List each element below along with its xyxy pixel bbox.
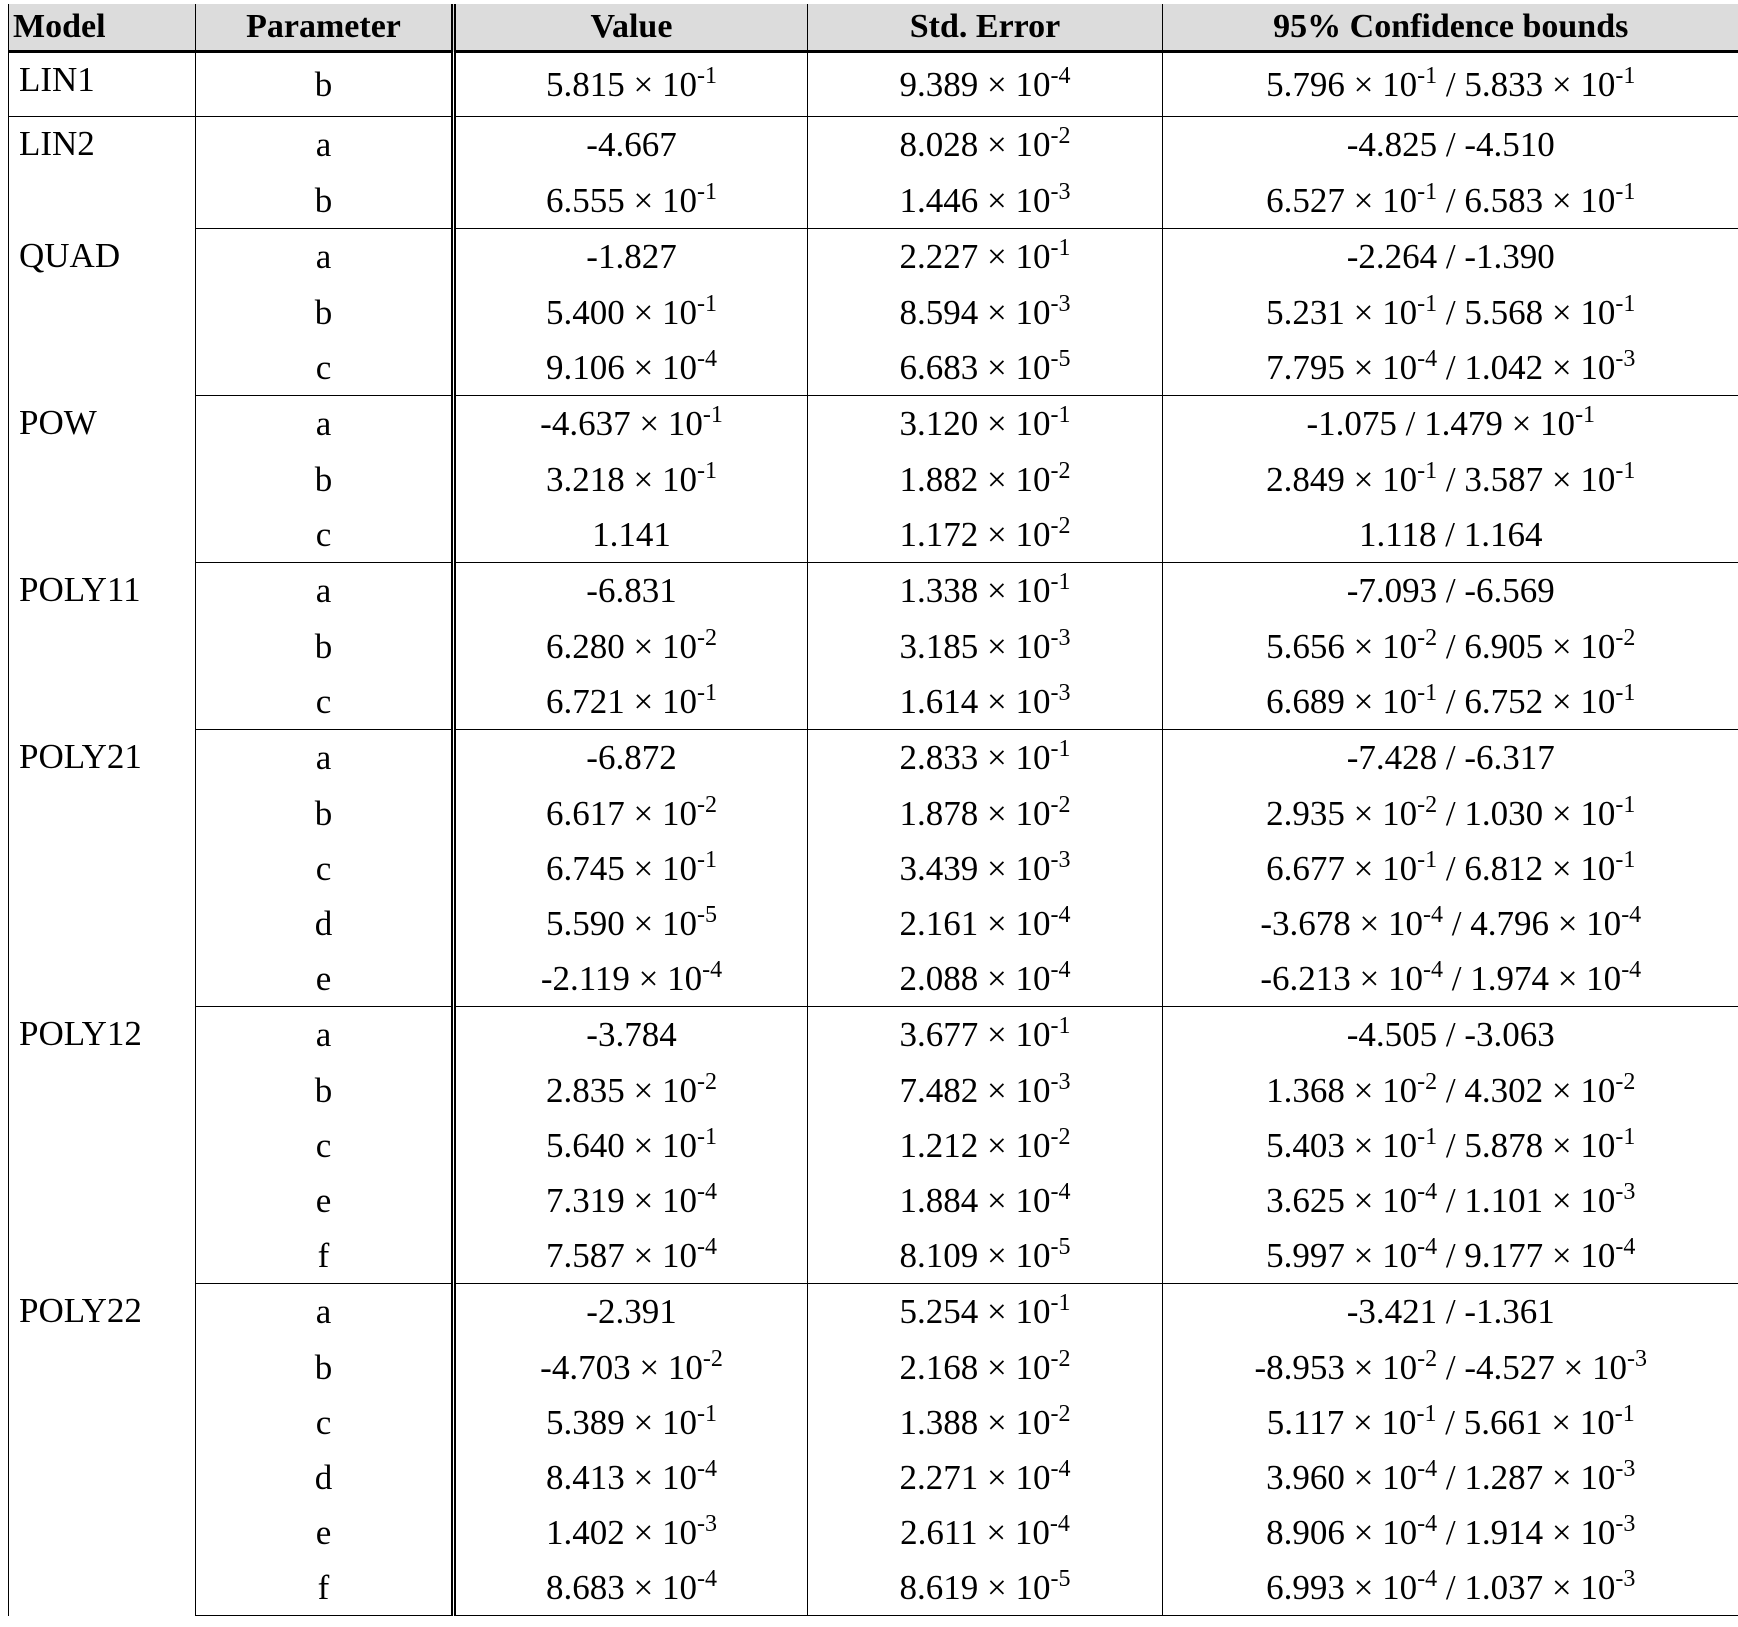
parameter-cell: c <box>196 674 454 730</box>
std-error-cell: $1.878 \times 10^{-2}$ <box>808 786 1163 841</box>
exponent: -2 <box>1417 1345 1438 1372</box>
exponent: -4 <box>697 345 717 372</box>
confidence-bounds-cell: $3.625 \times 10^{-4} / 1.101 \times 10^{-3}$ <box>1266 1178 1636 1220</box>
parameter-cell: c <box>196 507 454 563</box>
table-row <box>9 1505 1738 1560</box>
exponent: -2 <box>697 791 717 818</box>
table-row <box>9 1063 1738 1118</box>
confidence-bounds-cell: $7.795 \times 10^{-4} / 1.042 \times 10^{-3}$ <box>1163 340 1738 396</box>
exponent: -1 <box>1050 402 1071 428</box>
exponent: -5 <box>1050 1565 1071 1592</box>
table-row <box>9 117 1738 174</box>
confidence-bounds-cell: $5.403 \times 10^{-1} / 5.878 \times 10^{-1}$ <box>1266 1123 1636 1165</box>
value-cell: $-2.119 \times 10^{-4}$ <box>454 951 808 1007</box>
confidence-bounds-cell: -7.093 / -6.569 <box>1346 571 1555 610</box>
std-error-cell: $2.271 \times 10^{-4}$ <box>808 1450 1163 1505</box>
std-error-cell: $6.683 \times 10^{-5}$ <box>808 340 1163 396</box>
parameter-cell: c <box>196 1118 454 1173</box>
std-error-cell: $2.161 \times 10^{-4}$ <box>808 896 1163 951</box>
model-cell: POLY11 <box>9 563 196 730</box>
std-error-cell: $8.594 \times 10^{-3}$ <box>808 285 1163 340</box>
table-row <box>9 1228 1738 1284</box>
confidence-bounds-cell: -2.264 / -1.390 <box>1346 237 1555 276</box>
exponent: -1 <box>697 1123 717 1150</box>
exponent: -1 <box>1615 791 1636 818</box>
parameter-cell: c <box>196 1395 454 1450</box>
header-model: Model <box>9 4 196 52</box>
exponent: -1 <box>1417 679 1438 706</box>
confidence-bounds-cell: $-3.678 \times 10^{-4} / 4.796 \times 10^{-4}$ <box>1260 901 1642 943</box>
model-cell: LIN2 <box>9 117 196 229</box>
confidence-bounds-cell: 1.118 / 1.164 <box>1163 507 1738 563</box>
std-error-cell: $2.168 \times 10^{-2}$ <box>808 1340 1163 1395</box>
parameter-cell: a <box>196 730 454 787</box>
exponent: -1 <box>1417 846 1438 873</box>
parameter-cell: e <box>196 951 454 1007</box>
value-cell: $3.218 \times 10^{-1}$ <box>454 452 808 507</box>
exponent: -3 <box>1615 1510 1636 1537</box>
exponent: -3 <box>1615 1565 1636 1592</box>
value-cell: $8.413 \times 10^{-4}$ <box>454 1450 808 1505</box>
exponent: -1 <box>697 679 717 706</box>
parameter-cell: d <box>196 896 454 951</box>
std-error-cell: $1.172 \times 10^{-2}$ <box>808 507 1163 563</box>
value-cell: -4.667 <box>454 117 808 174</box>
exponent: -1 <box>1417 1123 1438 1150</box>
exponent: -1 <box>1614 1400 1635 1427</box>
confidence-bounds-cell: $6.993 \times 10^{-4} / 1.037 \times 10^{-3}$ <box>1163 1560 1738 1616</box>
std-error-cell: $5.254 \times 10^{-1}$ <box>808 1284 1163 1341</box>
value-cell: $5.815 \times 10^{-1}$ <box>454 52 808 117</box>
std-error-cell: $2.088 \times 10^{-4}$ <box>808 951 1163 1007</box>
value-cell: -1.827 <box>454 229 808 286</box>
exponent: -1 <box>697 1400 717 1427</box>
std-error-cell: $7.482 \times 10^{-3}$ <box>808 1063 1163 1118</box>
table-row <box>9 619 1738 674</box>
value-cell: $-4.637 \times 10^{-1}$ <box>454 396 808 453</box>
parameter-cell: b <box>196 1340 454 1395</box>
value-cell: -6.831 <box>454 563 808 620</box>
value-cell: $6.745 \times 10^{-1}$ <box>454 841 808 896</box>
table-row <box>9 896 1738 951</box>
exponent: -1 <box>1416 1400 1437 1427</box>
value-cell: $6.721 \times 10^{-1}$ <box>454 674 808 730</box>
header-row <box>9 4 1738 52</box>
confidence-bounds-cell: $3.960 \times 10^{-4} / 1.287 \times 10^{-3}$ <box>1266 1455 1636 1497</box>
exponent: -1 <box>1575 402 1596 428</box>
confidence-bounds-cell: $-8.953 \times 10^{-2} / -4.527 \times 10^{-3}$ <box>1254 1345 1648 1387</box>
exponent: -2 <box>697 1068 717 1095</box>
model-cell: QUAD <box>9 229 196 396</box>
exponent: -4 <box>1422 956 1443 983</box>
std-error-cell: $8.619 \times 10^{-5}$ <box>808 1560 1163 1616</box>
table-row <box>9 841 1738 896</box>
std-error-cell: $3.439 \times 10^{-3}$ <box>808 841 1163 896</box>
confidence-bounds-cell: $-6.213 \times 10^{-4} / 1.974 \times 10^{-4}$ <box>1163 951 1738 1007</box>
exponent: -3 <box>1050 178 1071 205</box>
value-cell: -2.391 <box>454 1284 808 1341</box>
exponent: -4 <box>702 956 723 983</box>
exponent: -3 <box>1615 1178 1636 1205</box>
parameter-cell: b <box>196 285 454 340</box>
exponent: -2 <box>1417 624 1438 651</box>
std-error-cell: $1.614 \times 10^{-3}$ <box>808 674 1163 730</box>
std-error-cell: $3.677 \times 10^{-1}$ <box>808 1007 1163 1064</box>
header-value: Value <box>454 4 808 52</box>
exponent: -4 <box>1615 1233 1636 1260</box>
exponent: -1 <box>1615 1123 1636 1150</box>
table-header <box>9 4 1738 52</box>
exponent: -2 <box>1615 624 1636 651</box>
confidence-bounds-cell: $6.677 \times 10^{-1} / 6.812 \times 10^{-1}$ <box>1266 846 1636 888</box>
value-cell: $7.587 \times 10^{-4}$ <box>454 1228 808 1284</box>
exponent: -2 <box>697 624 717 651</box>
exponent: -4 <box>697 1455 717 1482</box>
exponent: -2 <box>1417 791 1438 818</box>
parameter-cell: f <box>196 1228 454 1284</box>
parameter-cell: d <box>196 1450 454 1505</box>
value-cell: $7.319 \times 10^{-4}$ <box>454 1173 808 1228</box>
exponent: -1 <box>1615 679 1636 706</box>
exponent: -1 <box>1615 457 1636 484</box>
exponent: -1 <box>697 62 717 89</box>
parameter-cell: a <box>196 1007 454 1064</box>
exponent: -3 <box>1050 846 1071 873</box>
exponent: -4 <box>1417 345 1438 372</box>
header-std-error: Std. Error <box>808 4 1163 52</box>
parameter-cell: a <box>196 229 454 286</box>
parameter-cell: a <box>196 1284 454 1341</box>
exponent: -4 <box>1417 1510 1438 1537</box>
model-cell: POW <box>9 396 196 563</box>
parameter-table <box>8 4 1738 1616</box>
exponent: -1 <box>1417 178 1438 205</box>
value-cell: $-4.703 \times 10^{-2}$ <box>454 1340 808 1395</box>
exponent: -4 <box>1417 1455 1438 1482</box>
exponent: -4 <box>1417 1565 1438 1592</box>
confidence-bounds-cell: $5.796 \times 10^{-1} / 5.833 \times 10^{-1}$ <box>1163 52 1738 117</box>
exponent: -1 <box>1050 235 1071 261</box>
parameter-cell: b <box>196 52 454 117</box>
value-cell: 1.141 <box>454 507 808 563</box>
parameter-cell: a <box>196 396 454 453</box>
exponent: -2 <box>1050 512 1071 539</box>
std-error-cell: $1.884 \times 10^{-4}$ <box>808 1173 1163 1228</box>
table-row <box>9 563 1738 620</box>
std-error-cell: $3.185 \times 10^{-3}$ <box>808 619 1163 674</box>
confidence-bounds-cell: -4.505 / -3.063 <box>1346 1015 1555 1054</box>
value-cell: $2.835 \times 10^{-2}$ <box>454 1063 808 1118</box>
exponent: -2 <box>1050 123 1071 149</box>
exponent: -1 <box>697 178 717 205</box>
value-cell: $5.389 \times 10^{-1}$ <box>454 1395 808 1450</box>
exponent: -2 <box>1050 791 1071 818</box>
exponent: -1 <box>697 290 717 317</box>
table-row <box>9 674 1738 730</box>
exponent: -3 <box>1050 679 1071 706</box>
exponent: -2 <box>1050 1400 1071 1427</box>
confidence-bounds-cell: $6.689 \times 10^{-1} / 6.752 \times 10^{-1}$ <box>1163 674 1738 730</box>
table-row <box>9 1450 1738 1505</box>
exponent: -4 <box>697 1233 717 1260</box>
table-row <box>9 229 1738 286</box>
table-row <box>9 951 1738 1007</box>
parameter-cell: b <box>196 173 454 229</box>
value-cell: $5.590 \times 10^{-5}$ <box>454 896 808 951</box>
confidence-bounds-cell: $5.231 \times 10^{-1} / 5.568 \times 10^{-1}$ <box>1266 290 1636 332</box>
confidence-bounds-cell: $6.527 \times 10^{-1} / 6.583 \times 10^{-1}$ <box>1163 173 1738 229</box>
parameter-cell: e <box>196 1173 454 1228</box>
exponent: -4 <box>1050 1455 1071 1482</box>
exponent: -4 <box>1050 956 1071 983</box>
value-cell: $6.280 \times 10^{-2}$ <box>454 619 808 674</box>
table-row <box>9 1340 1738 1395</box>
value-cell: $1.402 \times 10^{-3}$ <box>454 1505 808 1560</box>
parameter-cell: b <box>196 1063 454 1118</box>
model-cell: POLY12 <box>9 1007 196 1284</box>
parameter-cell: a <box>196 563 454 620</box>
exponent: -4 <box>697 1565 717 1592</box>
std-error-cell: $8.109 \times 10^{-5}$ <box>808 1228 1163 1284</box>
exponent: -4 <box>1621 956 1642 983</box>
parameter-cell: c <box>196 340 454 396</box>
table-row <box>9 52 1738 117</box>
value-cell: $6.555 \times 10^{-1}$ <box>454 173 808 229</box>
exponent: -3 <box>1050 624 1071 651</box>
exponent: -4 <box>697 1178 717 1205</box>
exponent: -2 <box>1050 1123 1071 1150</box>
std-error-cell: $1.338 \times 10^{-1}$ <box>808 563 1163 620</box>
model-cell: LIN1 <box>9 52 196 117</box>
table-body <box>9 52 1738 1616</box>
parameter-cell: b <box>196 786 454 841</box>
table-row <box>9 1560 1738 1616</box>
std-error-cell: $2.833 \times 10^{-1}$ <box>808 730 1163 787</box>
exponent: -3 <box>1050 290 1071 317</box>
std-error-cell: $9.389 \times 10^{-4}$ <box>808 52 1163 117</box>
exponent: -4 <box>1417 1233 1438 1260</box>
exponent: -4 <box>1621 901 1642 928</box>
exponent: -1 <box>1050 569 1071 595</box>
table-row <box>9 1173 1738 1228</box>
exponent: -1 <box>1050 1013 1071 1039</box>
value-cell: $5.640 \times 10^{-1}$ <box>454 1118 808 1173</box>
exponent: -2 <box>1417 1068 1438 1095</box>
model-cell: POLY21 <box>9 730 196 1007</box>
confidence-bounds-cell: -7.428 / -6.317 <box>1346 738 1555 777</box>
exponent: -3 <box>1615 345 1636 372</box>
table-row <box>9 730 1738 787</box>
value-cell: $8.683 \times 10^{-4}$ <box>454 1560 808 1616</box>
exponent: -1 <box>697 457 717 484</box>
exponent: -1 <box>1417 62 1438 89</box>
exponent: -1 <box>1615 290 1636 317</box>
table-row <box>9 396 1738 453</box>
exponent: -5 <box>1050 345 1071 372</box>
parameter-cell: b <box>196 452 454 507</box>
exponent: -2 <box>1050 457 1071 484</box>
table-row <box>9 1395 1738 1450</box>
exponent: -1 <box>1417 457 1438 484</box>
value-cell: $9.106 \times 10^{-4}$ <box>454 340 808 396</box>
table-row <box>9 452 1738 507</box>
std-error-cell: $1.446 \times 10^{-3}$ <box>808 173 1163 229</box>
header-confidence-bounds: 95% Confidence bounds <box>1163 4 1738 52</box>
std-error-cell: $2.227 \times 10^{-1}$ <box>808 229 1163 286</box>
exponent: -4 <box>1050 1178 1071 1205</box>
std-error-cell: $8.028 \times 10^{-2}$ <box>808 117 1163 174</box>
confidence-bounds-cell: $2.935 \times 10^{-2} / 1.030 \times 10^{-1}$ <box>1266 791 1636 833</box>
table-row <box>9 285 1738 340</box>
exponent: -5 <box>1050 1233 1071 1260</box>
confidence-bounds-cell: $5.117 \times 10^{-1} / 5.661 \times 10^{-1}$ <box>1266 1400 1635 1442</box>
value-cell: -3.784 <box>454 1007 808 1064</box>
exponent: -4 <box>1417 1178 1438 1205</box>
std-error-cell: $1.882 \times 10^{-2}$ <box>808 452 1163 507</box>
confidence-bounds-cell: $8.906 \times 10^{-4} / 1.914 \times 10^{-3}$ <box>1266 1510 1636 1552</box>
exponent: -3 <box>697 1510 717 1537</box>
exponent: -4 <box>1050 62 1071 89</box>
value-cell: $6.617 \times 10^{-2}$ <box>454 786 808 841</box>
exponent: -1 <box>1050 736 1071 762</box>
table-row <box>9 1118 1738 1173</box>
exponent: -1 <box>702 402 723 428</box>
std-error-cell: $3.120 \times 10^{-1}$ <box>808 396 1163 453</box>
exponent: -1 <box>1615 846 1636 873</box>
value-cell: -6.872 <box>454 730 808 787</box>
model-cell: POLY22 <box>9 1284 196 1616</box>
exponent: -4 <box>1050 901 1071 928</box>
exponent: -4 <box>1422 901 1443 928</box>
exponent: -1 <box>1615 62 1636 89</box>
parameter-cell: e <box>196 1505 454 1560</box>
confidence-bounds-cell: -3.421 / -1.361 <box>1346 1292 1555 1331</box>
std-error-cell: $2.611 \times 10^{-4}$ <box>808 1505 1163 1560</box>
exponent: -3 <box>1615 1455 1636 1482</box>
confidence-bounds-cell: $5.656 \times 10^{-2} / 6.905 \times 10^{-2}$ <box>1266 624 1636 666</box>
parameter-cell: a <box>196 117 454 174</box>
table-row <box>9 173 1738 229</box>
table-row <box>9 786 1738 841</box>
confidence-bounds-cell: $1.368 \times 10^{-2} / 4.302 \times 10^{-2}$ <box>1266 1068 1636 1110</box>
exponent: -2 <box>702 1345 723 1372</box>
exponent: -1 <box>1050 1290 1071 1316</box>
std-error-cell: $1.388 \times 10^{-2}$ <box>808 1395 1163 1450</box>
confidence-bounds-cell: -4.825 / -4.510 <box>1346 125 1555 164</box>
table-row <box>9 340 1738 396</box>
confidence-bounds-cell: $5.997 \times 10^{-4} / 9.177 \times 10^{-4}$ <box>1163 1228 1738 1284</box>
exponent: -1 <box>1615 178 1636 205</box>
parameter-cell: b <box>196 619 454 674</box>
confidence-bounds-cell: $-1.075 / 1.479 \times 10^{-1}$ <box>1306 402 1596 443</box>
exponent: -4 <box>1049 1510 1070 1537</box>
parameter-cell: c <box>196 841 454 896</box>
exponent: -3 <box>1627 1345 1648 1372</box>
exponent: -1 <box>697 846 717 873</box>
exponent: -5 <box>697 901 717 928</box>
exponent: -2 <box>1050 1345 1071 1372</box>
exponent: -3 <box>1050 1068 1071 1095</box>
table-row <box>9 507 1738 563</box>
table-row <box>9 1007 1738 1064</box>
std-error-cell: $1.212 \times 10^{-2}$ <box>808 1118 1163 1173</box>
header-parameter: Parameter <box>196 4 454 52</box>
confidence-bounds-cell: $2.849 \times 10^{-1} / 3.587 \times 10^{-1}$ <box>1266 457 1636 499</box>
exponent: -2 <box>1615 1068 1636 1095</box>
table-row <box>9 1284 1738 1341</box>
exponent: -1 <box>1417 290 1438 317</box>
value-cell: $5.400 \times 10^{-1}$ <box>454 285 808 340</box>
parameter-cell: f <box>196 1560 454 1616</box>
